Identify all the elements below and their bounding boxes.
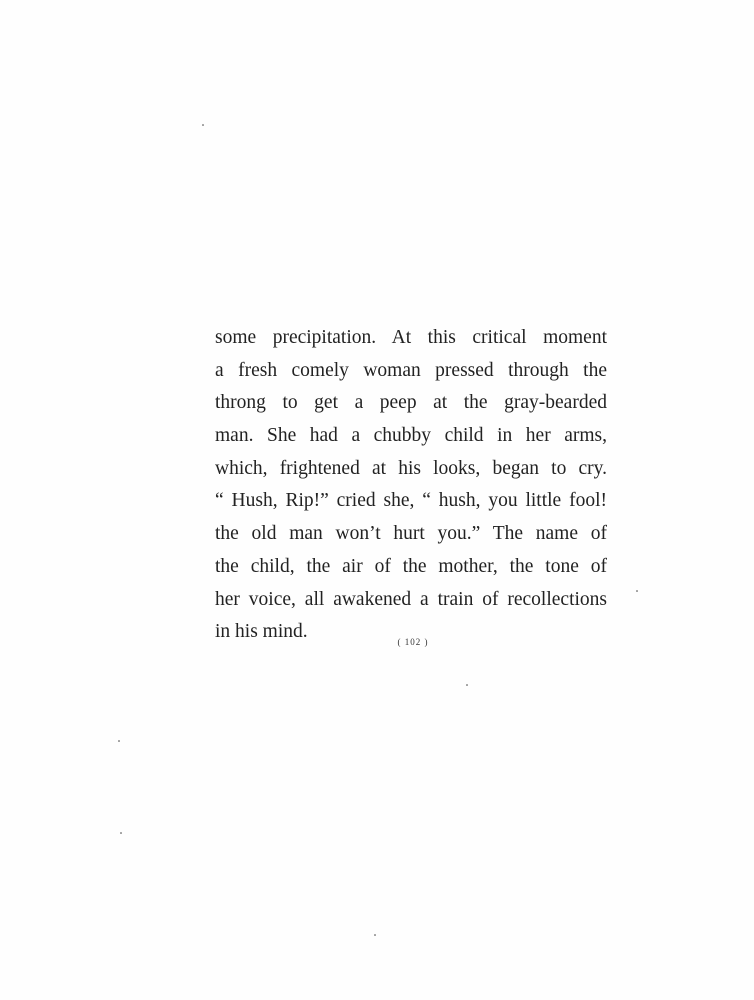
text-line: the child, the air of the mother, the tone of <box>215 555 607 577</box>
paper-speck <box>202 124 204 126</box>
paper-speck <box>636 590 638 592</box>
paper-speck <box>466 684 468 686</box>
text-line: her voice, all awakened a train of recollections <box>215 588 607 610</box>
paper-speck <box>374 934 376 936</box>
paper-speck <box>118 740 120 742</box>
text-line: man. She had a chubby child in her arms, <box>215 425 607 447</box>
text-line: the old man won’t hurt you.” The name of <box>215 523 607 545</box>
text-line: which, frightened at his looks, began to cry. <box>215 457 607 479</box>
text-line: “ Hush, Rip!” cried she, “ hush, you little fool! <box>215 490 607 512</box>
body-text <box>215 322 607 649</box>
text-line: some precipitation. At this critical moment <box>215 327 607 348</box>
text-line: in his mind. <box>215 621 308 643</box>
paper-speck <box>120 832 122 834</box>
text-line: a fresh comely woman pressed through the <box>215 359 607 381</box>
page-number: ( 102 ) <box>397 637 429 647</box>
text-line: throng to get a peep at the gray-bearded <box>215 392 607 414</box>
